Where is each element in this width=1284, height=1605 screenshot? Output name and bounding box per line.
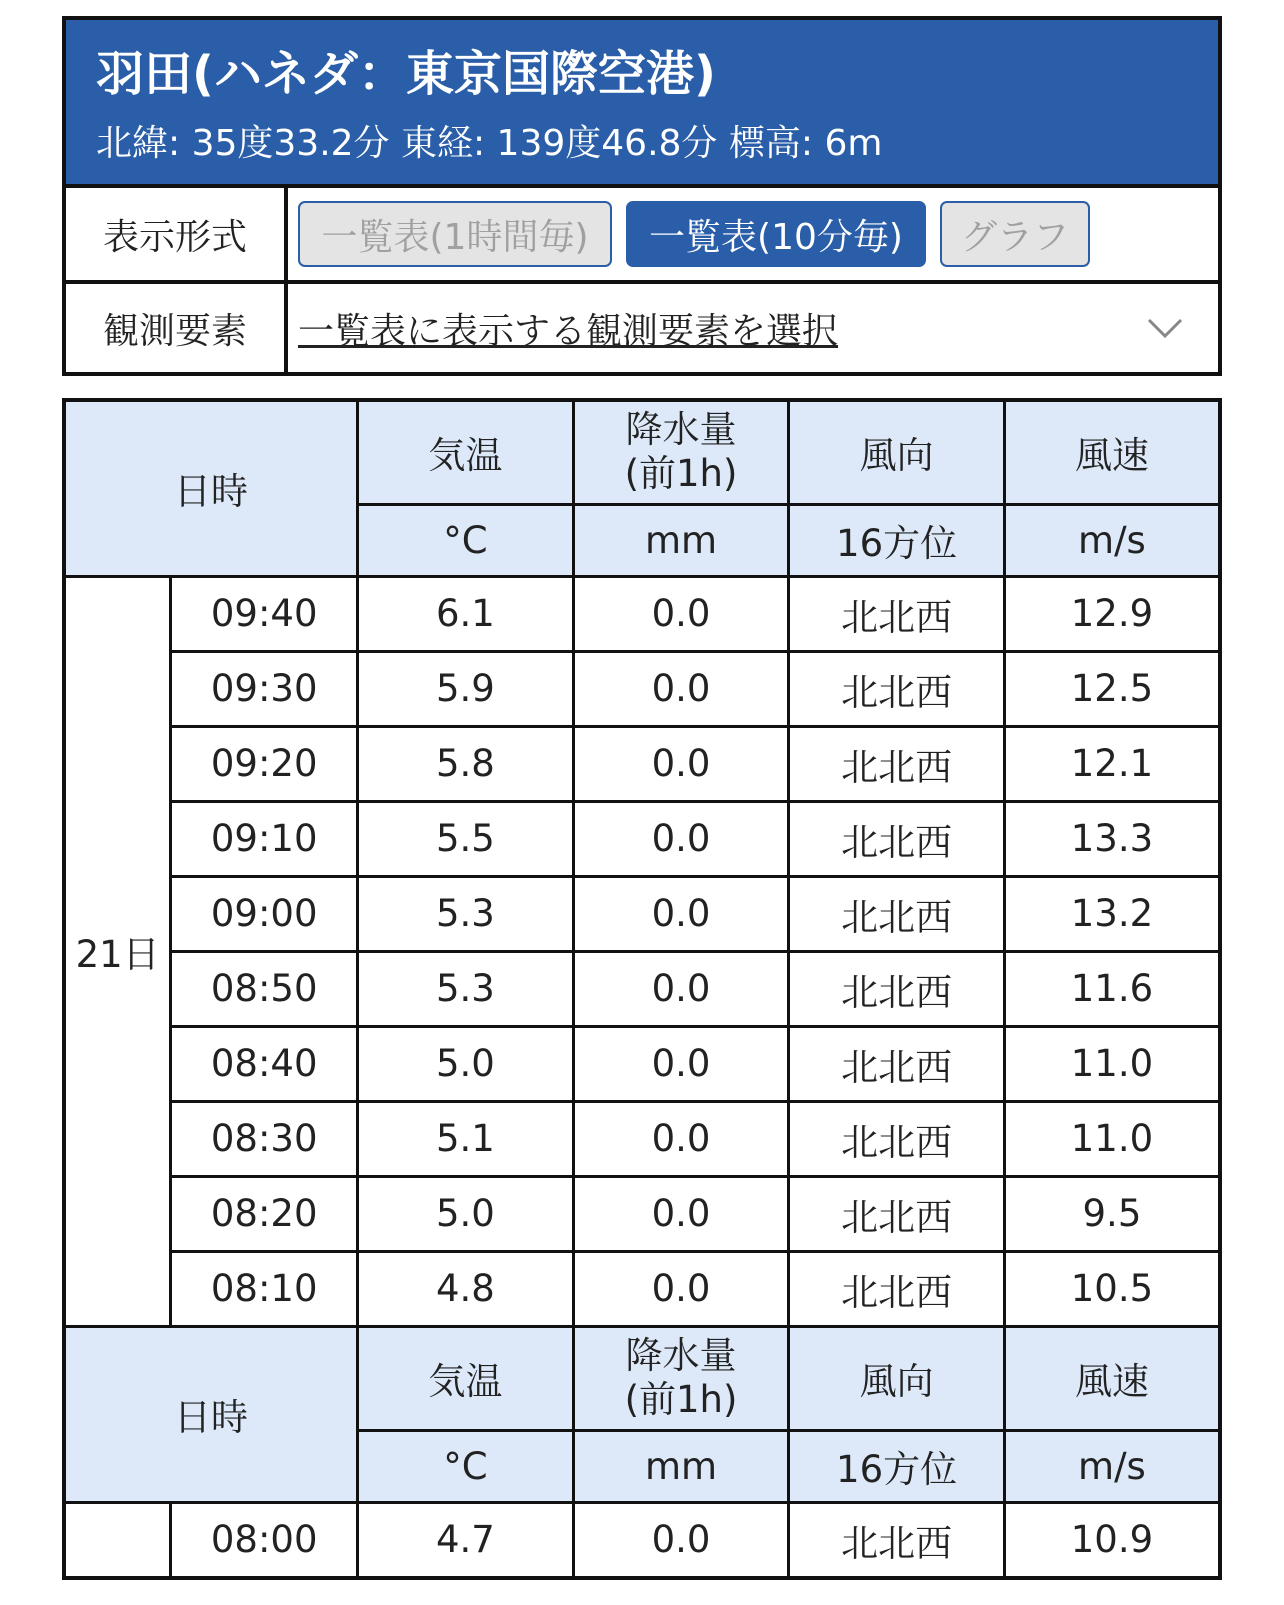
wind-direction-cell: 北北西: [789, 651, 1005, 726]
wind-speed-cell: 10.9: [1004, 1502, 1220, 1578]
wind-direction-cell: 北北西: [789, 1176, 1005, 1251]
display-format-label: 表示形式: [66, 188, 288, 280]
precipitation-cell: 0.0: [573, 1176, 789, 1251]
table-row: [64, 951, 1220, 1026]
table-row: [64, 726, 1220, 801]
temperature-cell: 5.9: [358, 651, 574, 726]
precipitation-cell: 0.0: [573, 1026, 789, 1101]
time-cell: 09:30: [171, 651, 358, 726]
temperature-cell: 4.8: [358, 1251, 574, 1326]
precipitation-header-line2: (前1h): [624, 1378, 738, 1421]
header-row: [64, 400, 1220, 504]
precipitation-cell: 0.0: [573, 951, 789, 1026]
wind-direction-cell: 北北西: [789, 951, 1005, 1026]
station-coordinates: 北緯: 35度33.2分 東経: 139度46.8分 標高: 6m: [96, 123, 883, 164]
precipitation-cell: 0.0: [573, 1502, 789, 1578]
wind-speed-header: 風速: [1004, 400, 1220, 504]
precipitation-cell: 0.0: [573, 876, 789, 951]
wind-speed-cell: 13.3: [1004, 801, 1220, 876]
precipitation-header: [573, 1326, 789, 1430]
wind-speed-cell: 9.5: [1004, 1176, 1220, 1251]
temperature-cell: 5.3: [358, 876, 574, 951]
temperature-cell: 6.1: [358, 576, 574, 651]
table-row: [64, 651, 1220, 726]
precipitation-cell: 0.0: [573, 726, 789, 801]
station-panel: [62, 16, 1222, 376]
wind-direction-cell: 北北西: [789, 876, 1005, 951]
time-cell: 09:20: [171, 726, 358, 801]
wind-speed-cell: 12.9: [1004, 576, 1220, 651]
temperature-cell: 5.8: [358, 726, 574, 801]
header-row: [64, 1326, 1220, 1430]
temperature-header: 気温: [358, 1326, 574, 1430]
wind-speed-cell: 13.2: [1004, 876, 1220, 951]
table-row: [64, 1101, 1220, 1176]
wind-speed-cell: 12.5: [1004, 651, 1220, 726]
chevron-down-icon[interactable]: [1146, 310, 1184, 344]
table-row: [64, 876, 1220, 951]
temperature-cell: 5.0: [358, 1026, 574, 1101]
hourly-table-button[interactable]: 一覧表(1時間毎): [298, 201, 612, 267]
station-header: [66, 20, 1218, 188]
time-cell: 08:10: [171, 1251, 358, 1326]
wind-speed-unit: m/s: [1004, 1430, 1220, 1502]
select-elements-link[interactable]: 一覧表に表示する観測要素を選択: [298, 310, 839, 352]
station-name: 羽田(ハネダ：東京国際空港): [96, 46, 716, 102]
precipitation-cell: 0.0: [573, 801, 789, 876]
time-cell: 09:40: [171, 576, 358, 651]
wind-direction-cell: 北北西: [789, 1026, 1005, 1101]
wind-direction-cell: 北北西: [789, 1101, 1005, 1176]
wind-direction-cell: 北北西: [789, 576, 1005, 651]
temperature-cell: 5.1: [358, 1101, 574, 1176]
elements-row: [66, 284, 1218, 372]
table-row: [64, 1026, 1220, 1101]
wind-speed-cell: 11.0: [1004, 1026, 1220, 1101]
time-cell: 08:00: [171, 1502, 358, 1578]
ten-minute-table-button[interactable]: 一覧表(10分毎): [626, 201, 926, 267]
precipitation-cell: 0.0: [573, 651, 789, 726]
observation-table: [62, 398, 1222, 1580]
day-cell: [64, 1502, 171, 1578]
wind-speed-cell: 10.5: [1004, 1251, 1220, 1326]
table-row: [64, 1176, 1220, 1251]
display-format-row: [66, 188, 1218, 284]
wind-speed-cell: 12.1: [1004, 726, 1220, 801]
temperature-header: 気温: [358, 400, 574, 504]
temperature-unit: °C: [358, 1430, 574, 1502]
time-cell: 09:00: [171, 876, 358, 951]
wind-direction-header: 風向: [789, 1326, 1005, 1430]
temperature-cell: 5.3: [358, 951, 574, 1026]
wind-speed-cell: 11.0: [1004, 1101, 1220, 1176]
time-cell: 08:40: [171, 1026, 358, 1101]
precipitation-unit: mm: [573, 1430, 789, 1502]
precipitation-header-line1: 降水量: [625, 408, 737, 452]
precipitation-unit: mm: [573, 504, 789, 576]
wind-speed-unit: m/s: [1004, 504, 1220, 576]
time-cell: 08:30: [171, 1101, 358, 1176]
datetime-header: 日時: [64, 400, 358, 576]
wind-direction-unit: 16方位: [789, 504, 1005, 576]
table-row: [64, 801, 1220, 876]
table-row: [64, 576, 1220, 651]
temperature-cell: 5.0: [358, 1176, 574, 1251]
elements-label: 観測要素: [66, 284, 288, 372]
datetime-header: 日時: [64, 1326, 358, 1502]
wind-speed-header: 風速: [1004, 1326, 1220, 1430]
temperature-cell: 5.5: [358, 801, 574, 876]
temperature-cell: 4.7: [358, 1502, 574, 1578]
wind-direction-cell: 北北西: [789, 1502, 1005, 1578]
graph-button[interactable]: グラフ: [940, 201, 1090, 267]
wind-direction-cell: 北北西: [789, 1251, 1005, 1326]
time-cell: 08:20: [171, 1176, 358, 1251]
precipitation-cell: 0.0: [573, 1101, 789, 1176]
temperature-unit: °C: [358, 504, 574, 576]
precipitation-header-line1: 降水量: [625, 1334, 737, 1377]
wind-direction-unit: 16方位: [789, 1430, 1005, 1502]
time-cell: 08:50: [171, 951, 358, 1026]
day-cell: 21日: [64, 576, 171, 1326]
precipitation-cell: 0.0: [573, 576, 789, 651]
table-row: [64, 1502, 1220, 1578]
wind-speed-cell: 11.6: [1004, 951, 1220, 1026]
wind-direction-cell: 北北西: [789, 726, 1005, 801]
time-cell: 09:10: [171, 801, 358, 876]
wind-direction-cell: 北北西: [789, 801, 1005, 876]
precipitation-header: [573, 400, 789, 504]
precipitation-header-line2: (前1h): [624, 452, 738, 496]
wind-direction-header: 風向: [789, 400, 1005, 504]
table-row: [64, 1251, 1220, 1326]
precipitation-cell: 0.0: [573, 1251, 789, 1326]
elements-selector[interactable]: [288, 284, 1218, 372]
display-format-buttons: [288, 188, 1218, 280]
